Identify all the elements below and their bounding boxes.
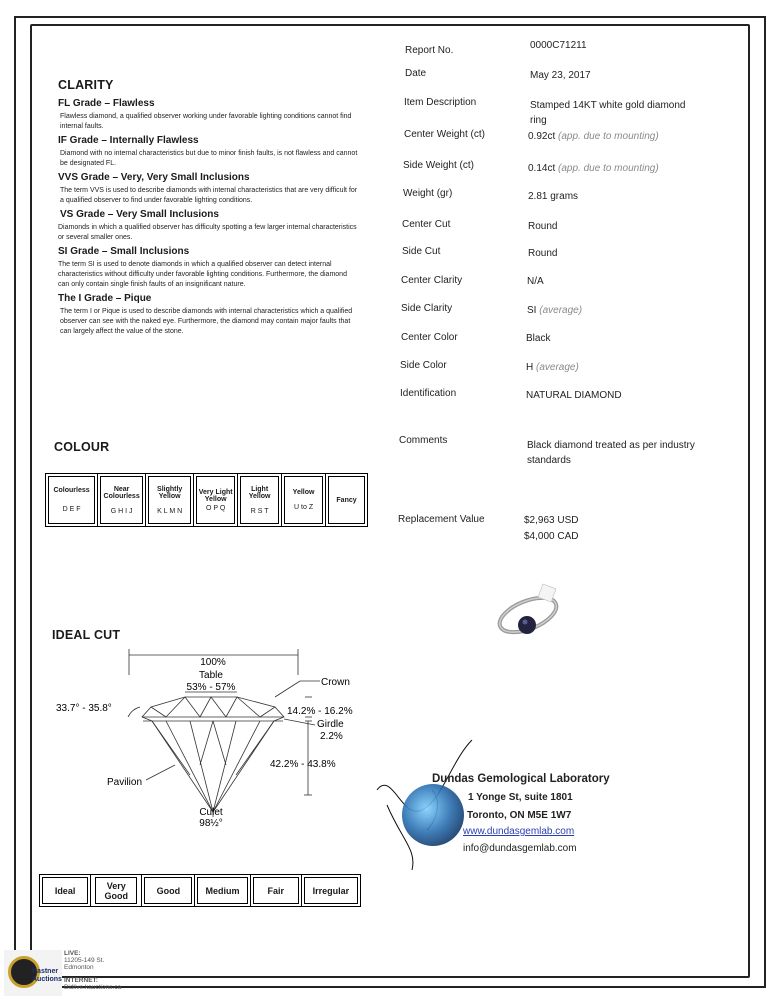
- culet-pct-label: 98½°: [199, 818, 223, 829]
- culet-label: Culet: [199, 807, 223, 818]
- grade-if: [58, 135, 358, 169]
- colour-name: Yellow: [292, 489, 315, 496]
- grade-title: FL Grade – Flawless: [58, 98, 155, 109]
- report-value-side-clarity: SI (average): [527, 305, 583, 316]
- colour-cell: [284, 476, 323, 524]
- colour-name: Colourless: [53, 487, 90, 494]
- colour-grades: R S T: [250, 507, 269, 515]
- grade-fl: [58, 98, 358, 132]
- grade-desc: The term SI is used to denote diamonds in which a qualified observer can detect internal characteristics without difficulty under favorable lighting conditions. Furthermore, the diamond can only contain single finish faults of an insignificant nature.: [58, 261, 347, 288]
- lab-address2: Toronto, ON M5E 1W7: [467, 810, 572, 821]
- live-address: 11205-149 St.: [64, 957, 105, 964]
- grade-desc: The term I or Pique is used to describe diamonds with internal characteristics which a qualified observer can see with the naked eye. Furthermore, the diamond may contain major faults that can largely affect the value of the stone.: [60, 308, 353, 335]
- report-value-usd: $2,963 USD: [524, 515, 579, 526]
- ideal-cut-heading: IDEAL CUT: [52, 628, 121, 642]
- colour-cell: [148, 476, 191, 524]
- girdle-label: Girdle: [317, 719, 344, 730]
- report-label-center-clarity: Center Clarity: [401, 275, 463, 286]
- report-value-identification: NATURAL DIAMOND: [526, 390, 622, 401]
- grade-desc: The term VVS is used to describe diamonds with internal characteristics that are very difficult for a qualified observer to find under favorable lighting conditions.: [60, 187, 358, 204]
- report-value-cad: $4,000 CAD: [524, 531, 579, 542]
- cut-grade-cell: Ideal: [42, 877, 88, 904]
- lab-seal-icon: [402, 784, 464, 846]
- report-label-comments: Comments: [399, 435, 448, 446]
- report-label-identification: Identification: [400, 388, 457, 399]
- report-value-center-color: Black: [526, 333, 551, 344]
- colour-cell: [48, 476, 95, 524]
- colour-name: Slightly Yellow: [157, 485, 183, 500]
- colour-name: Very Light Yellow: [198, 488, 233, 503]
- report-label-side-clarity: Side Clarity: [401, 303, 453, 314]
- auction-brand: Kastner Auctions: [32, 968, 62, 983]
- colour-grades: O P Q: [206, 504, 226, 512]
- report-value-weight: 2.81 grams: [528, 191, 579, 202]
- grade-desc: Diamond with no internal characteristics but due to minor finish faults, is not flawless and cannot be designated FL.: [60, 150, 358, 167]
- report-value-item: Stamped 14KT white gold diamond ring: [530, 100, 686, 126]
- report-label-center-cut: Center Cut: [402, 219, 451, 230]
- table-range-label: 53% - 57%: [186, 682, 236, 693]
- colour-cell: [240, 476, 279, 524]
- grade-title: The I Grade – Pique: [58, 293, 152, 304]
- lab-website-link[interactable]: www.dundasgemlab.com: [463, 826, 575, 837]
- cut-grade-cell: Irregular: [304, 877, 358, 904]
- colour-grades: U to Z: [294, 504, 314, 511]
- pavilion-depth-label: 42.2% - 43.8%: [270, 759, 336, 770]
- grade-title: VS Grade – Very Small Inclusions: [60, 209, 219, 220]
- report-label-replacement: Replacement Value: [398, 514, 485, 525]
- grade-title: SI Grade – Small Inclusions: [58, 246, 190, 257]
- lab-email: info@dundasgemlab.com: [463, 843, 577, 854]
- crown-angle-label: 33.7° - 35.8°: [56, 703, 112, 714]
- colour-name: Light Yellow: [248, 485, 271, 500]
- grade-vs: [58, 209, 358, 243]
- crown-height-label: 14.2% - 16.2%: [287, 706, 353, 717]
- colour-grades: K L M N: [157, 507, 183, 515]
- grade-si: [58, 246, 358, 290]
- lab-address1: 1 Yonge St, suite 1801: [468, 792, 573, 803]
- grade-vvs: [58, 172, 358, 206]
- grade-title: VVS Grade – Very, Very Small Inclusions: [58, 172, 250, 183]
- report-value-comments: Black diamond treated as per industry standards: [527, 440, 695, 466]
- colour-scale: [45, 473, 368, 527]
- pavilion-label: Pavilion: [107, 777, 143, 788]
- auction-info: [64, 950, 121, 991]
- report-label-no: Report No.: [405, 45, 454, 56]
- report-label-item: Item Description: [404, 97, 477, 108]
- colour-heading: COLOUR: [54, 440, 110, 454]
- colour-cell: [100, 476, 143, 524]
- colour-cell: [328, 476, 365, 524]
- report-value-date: May 23, 2017: [530, 70, 591, 81]
- cut-grade-cell: Fair: [253, 877, 299, 904]
- report-label-weight: Weight (gr): [403, 188, 453, 199]
- live-city: Edmonton: [64, 964, 94, 971]
- report-value-center-cut: Round: [528, 221, 558, 232]
- colour-name: Fancy: [336, 496, 357, 504]
- grade-desc: Flawless diamond, a qualified observer working under favorable lighting conditions cannot find internal faults.: [60, 113, 352, 130]
- colour-name: Near Colourless: [103, 485, 140, 500]
- cut-grade-cell: Medium: [197, 877, 247, 904]
- cut-grade-scale: [39, 874, 361, 907]
- cut-grade-cell: Very Good: [95, 877, 137, 904]
- crown-label: Crown: [321, 677, 350, 688]
- girdle-pct-label: 2.2%: [320, 731, 343, 742]
- internet-url: Bidlive.kauctions.ca: [64, 984, 122, 991]
- internet-label: INTERNET:: [64, 977, 98, 984]
- grade-i: [58, 293, 358, 337]
- report-value-side-weight: 0.14ct (app. due to mounting): [528, 163, 659, 174]
- total-label: 100%: [200, 657, 226, 668]
- report-value-side-color: H (average): [526, 362, 579, 373]
- report-label-side-weight: Side Weight (ct): [403, 160, 474, 171]
- diamond-diagram: [40, 645, 380, 835]
- report-value-center-weight: 0.92ct (app. due to mounting): [528, 131, 659, 142]
- report-label-center-color: Center Color: [401, 332, 458, 343]
- auction-logo: [4, 950, 62, 996]
- ring-photo: [490, 580, 570, 650]
- report-value-no: 0000C71211: [530, 40, 587, 51]
- lab-name: Dundas Gemological Laboratory: [432, 773, 610, 785]
- clarity-heading: CLARITY: [58, 78, 114, 92]
- grade-title: IF Grade – Internally Flawless: [58, 135, 199, 146]
- report-label-side-color: Side Color: [400, 360, 447, 371]
- report-value-side-cut: Round: [528, 248, 558, 259]
- cut-grade-cell: Good: [144, 877, 192, 904]
- report-label-center-weight: Center Weight (ct): [404, 129, 485, 140]
- clarity-grades: [58, 98, 358, 340]
- report-label-side-cut: Side Cut: [402, 246, 441, 257]
- report-value-center-clarity: N/A: [527, 276, 544, 287]
- table-label: Table: [199, 670, 223, 681]
- live-label: LIVE:: [64, 950, 81, 957]
- colour-cell: [196, 476, 235, 524]
- grade-desc: Diamonds in which a qualified observer has difficulty spotting a few larger internal characteristics or several smaller ones.: [58, 224, 357, 241]
- colour-grades: D E F: [62, 506, 81, 513]
- report-label-date: Date: [405, 68, 427, 79]
- colour-grades: G H I J: [110, 507, 133, 515]
